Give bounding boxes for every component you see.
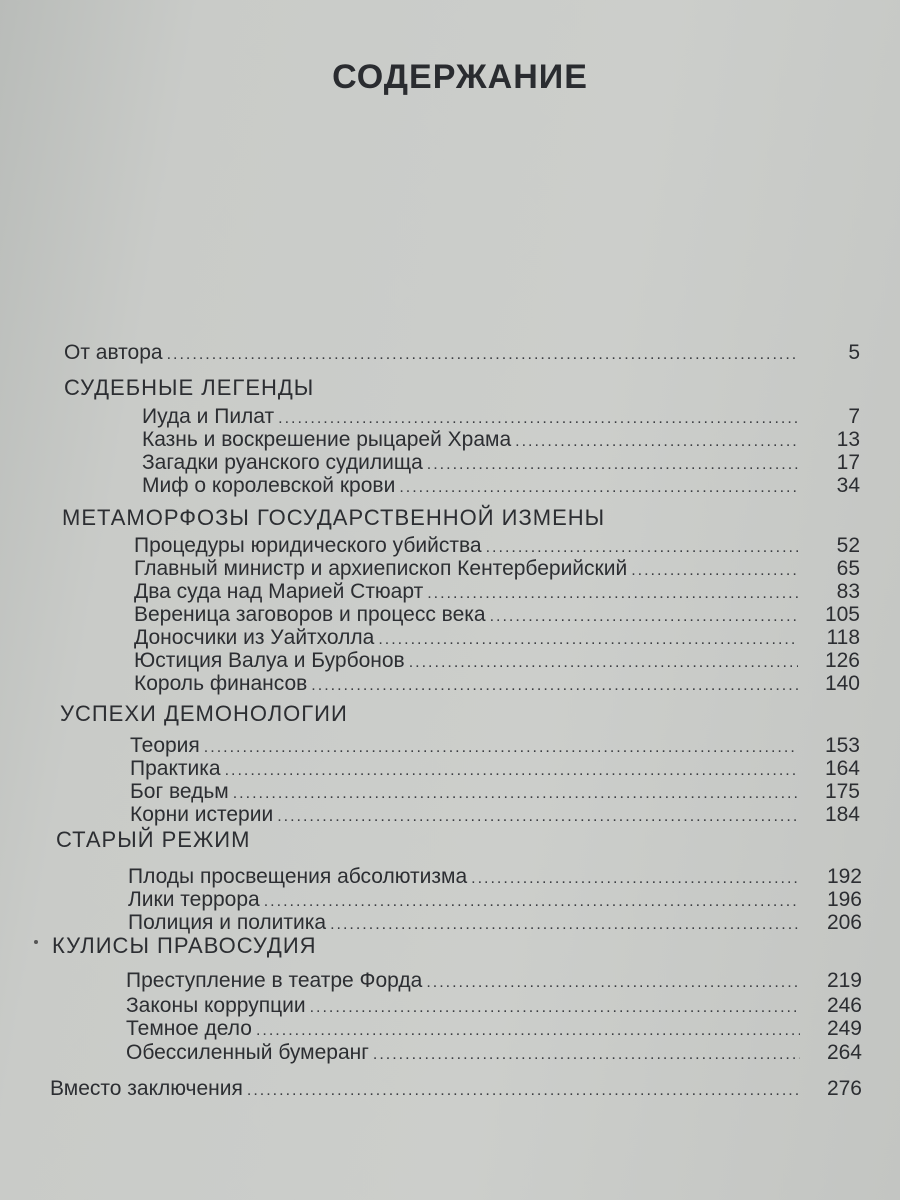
toc-entry-outro [50, 1076, 862, 1102]
entry-page: 126 [824, 649, 860, 672]
toc-entry [134, 671, 860, 697]
entry-page: 246 [826, 994, 862, 1017]
dot-leader [373, 1044, 800, 1066]
entry-label: Процедуры юридического убийства [134, 534, 482, 557]
entry-label: От автора [64, 341, 163, 364]
entry-label: Доносчики из Уайтхолла [134, 626, 375, 649]
toc-entry-intro [64, 340, 860, 366]
stray-mark [34, 940, 38, 944]
entry-page: 52 [836, 534, 860, 557]
dot-leader [247, 1080, 800, 1102]
entry-label: Загадки руанского судилища [142, 451, 423, 474]
entry-label: Иуда и Пилат [142, 405, 275, 428]
section-title: КУЛИСЫ ПРАВОСУДИЯ [52, 933, 317, 958]
entry-label: Преступление в театре Форда [126, 969, 423, 992]
entry-page: 83 [836, 580, 860, 603]
dot-leader [167, 344, 798, 366]
entry-label: Вереница заговоров и процесс века [134, 603, 486, 626]
dot-leader [330, 914, 800, 936]
entry-label: Законы коррупции [126, 994, 306, 1017]
entry-label: Бог ведьм [130, 780, 229, 803]
dot-leader [399, 477, 798, 499]
entry-page: 13 [836, 428, 860, 451]
toc-entry [126, 1040, 862, 1066]
toc-entry [142, 473, 860, 499]
entry-page: 140 [824, 672, 860, 695]
entry-page: 65 [836, 557, 860, 580]
entry-page: 206 [826, 911, 862, 934]
entry-page: 192 [826, 865, 862, 888]
entry-page: 196 [826, 888, 862, 911]
section-title: УСПЕХИ ДЕМОНОЛОГИИ [60, 701, 348, 726]
entry-label: Король финансов [134, 672, 308, 695]
entry-page: 164 [824, 757, 860, 780]
toc-entry [126, 1016, 862, 1042]
entry-page: 276 [826, 1077, 862, 1100]
entry-page: 5 [848, 341, 860, 364]
page-title: СОДЕРЖАНИЕ [332, 58, 588, 96]
section-title: СУДЕБНЫЕ ЛЕГЕНДЫ [64, 375, 315, 400]
entry-label: Юстиция Валуа и Бурбонов [134, 649, 405, 672]
entry-page: 175 [824, 780, 860, 803]
entry-label: Темное дело [126, 1017, 252, 1040]
entry-label: Обессиленный бумеранг [126, 1041, 369, 1064]
entry-label: Два суда над Марией Стюарт [134, 580, 424, 603]
entry-label: Лики террора [128, 888, 260, 911]
dot-leader [277, 806, 798, 828]
entry-page: 17 [836, 451, 860, 474]
dot-leader [256, 1020, 800, 1042]
entry-label: Практика [130, 757, 221, 780]
entry-label: Плоды просвещения абсолютизма [128, 865, 468, 888]
entry-label: Вместо заключения [50, 1077, 243, 1100]
entry-page: 153 [824, 734, 860, 757]
entry-page: 34 [836, 474, 860, 497]
entry-label: Полиция и политика [128, 911, 327, 934]
dot-leader [426, 972, 800, 994]
dot-leader [311, 675, 798, 697]
toc-entry [126, 968, 862, 994]
entry-page: 118 [826, 626, 860, 649]
entry-label: Главный министр и архиепископ Кентерберийский [134, 557, 628, 580]
entry-label: Корни истерии [130, 803, 274, 826]
section-title: МЕТАМОРФОЗЫ ГОСУДАРСТВЕННОЙ ИЗМЕНЫ [62, 505, 606, 530]
section-title: СТАРЫЙ РЕЖИМ [56, 827, 251, 852]
entry-page: 249 [826, 1017, 862, 1040]
entry-page: 7 [848, 405, 860, 428]
entry-label: Теория [130, 734, 200, 757]
entry-page: 264 [826, 1041, 862, 1064]
entry-label: Миф о королевской крови [142, 474, 396, 497]
entry-page: 219 [826, 969, 862, 992]
entry-page: 184 [824, 803, 860, 826]
entry-label: Казнь и воскрешение рыцарей Храма [142, 428, 512, 451]
toc-entry [130, 802, 860, 828]
entry-page: 105 [824, 603, 860, 626]
